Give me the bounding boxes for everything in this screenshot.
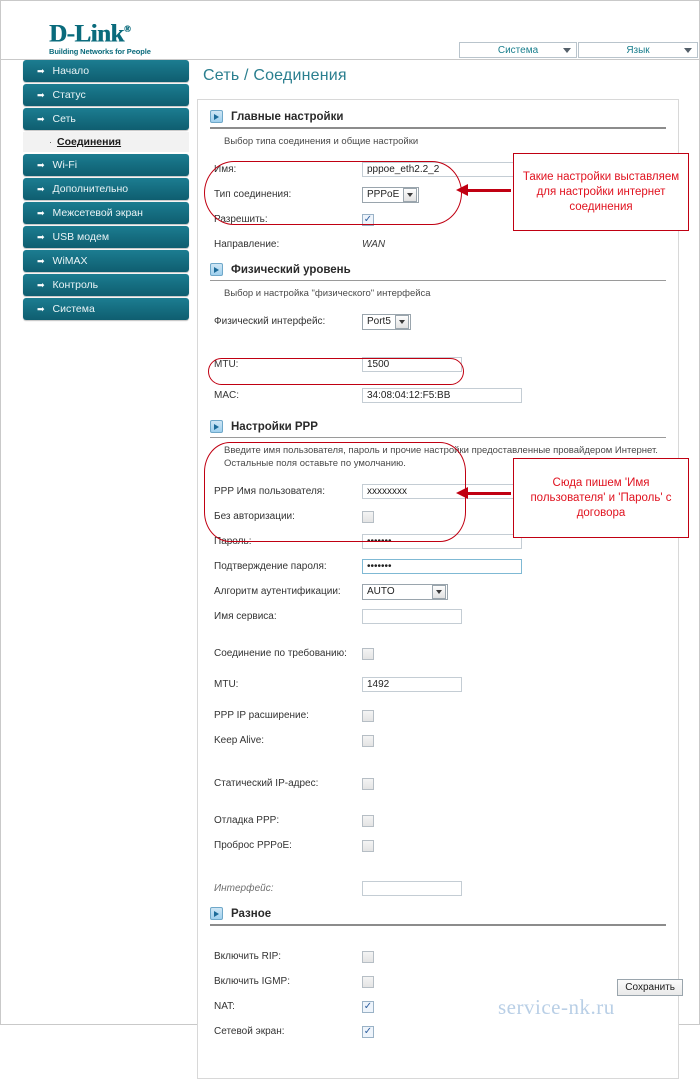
highlight-ring-credentials <box>204 442 466 542</box>
connection-settings-form <box>197 99 679 1079</box>
arrow-right-icon: ➡ <box>37 159 45 170</box>
section-title: Физический уровень <box>231 263 351 276</box>
annotation-note-credentials: Сюда пишем 'Имя пользователя' и 'Пароль' с договора <box>513 458 689 538</box>
sidebar-item-label: USB модем <box>52 231 110 243</box>
top-navigation <box>459 42 699 59</box>
sidebar-item-label: Статус <box>52 89 86 101</box>
annotation-arrow-credentials <box>467 492 511 495</box>
arrow-right-icon: ➡ <box>37 231 45 242</box>
field-row-interface <box>210 876 666 901</box>
sidebar-item-label: Межсетевой экран <box>52 207 143 219</box>
sidebar-item-label: Wi-Fi <box>52 159 78 171</box>
field-label: Имя: <box>214 164 237 175</box>
connection-type-value: PPPoE <box>367 189 400 200</box>
sidebar-item-wifi[interactable] <box>23 154 189 176</box>
sidebar-item-label: Дополнительно <box>52 183 129 195</box>
language-dropdown-label: Язык <box>626 44 650 56</box>
field-label: Интерфейс: <box>214 883 274 894</box>
field-label: Тип соединения: <box>214 189 292 200</box>
sidebar-nav <box>23 60 189 322</box>
arrow-right-icon: ➡ <box>37 207 45 218</box>
section-title: Главные настройки <box>231 110 344 123</box>
section-header-ppp-settings <box>210 420 666 436</box>
system-dropdown-label: Система <box>497 44 539 56</box>
arrow-right-icon: ➡ <box>37 303 45 314</box>
section-expand-icon <box>210 263 223 276</box>
field-label: Соединение по требованию: <box>214 648 347 659</box>
sidebar-item-advanced[interactable] <box>23 178 189 200</box>
sidebar-item-label: Контроль <box>52 279 99 291</box>
chevron-down-icon <box>563 48 571 53</box>
field-row-pppoe-relay <box>210 833 666 858</box>
field-row-ppp-mtu <box>210 672 666 697</box>
section-expand-icon <box>210 110 223 123</box>
field-row-keep-alive <box>210 728 666 753</box>
highlight-ring-main-settings <box>204 161 462 225</box>
sidebar-item-home[interactable] <box>23 60 189 82</box>
field-label: Включить IGMP: <box>214 976 290 987</box>
field-label: Отладка PPP: <box>214 815 280 826</box>
field-label: Включить RIP: <box>214 951 282 962</box>
dlink-logo <box>49 17 181 57</box>
ip-extension-checkbox[interactable] <box>362 710 374 722</box>
ppp-debug-checkbox[interactable] <box>362 815 374 827</box>
section-header-main-settings <box>210 110 666 126</box>
field-label: Проброс PPPoE: <box>214 840 292 851</box>
field-label: Направление: <box>214 239 280 250</box>
password-confirm-input[interactable] <box>362 559 522 574</box>
field-row-auth-algorithm <box>210 579 666 604</box>
section-description: Выбор типа соединения и общие настройки <box>224 136 419 147</box>
system-dropdown[interactable] <box>459 42 577 58</box>
auth-algorithm-value: AUTO <box>367 586 395 597</box>
sidebar-item-status[interactable] <box>23 84 189 106</box>
section-title: Настройки PPP <box>231 420 318 433</box>
firewall-checkbox[interactable] <box>362 1026 374 1038</box>
sidebar-item-label: Сеть <box>52 113 76 125</box>
sidebar-item-usb-modem[interactable] <box>23 226 189 248</box>
keep-alive-checkbox[interactable] <box>362 735 374 747</box>
arrow-right-icon: ➡ <box>37 255 45 266</box>
field-row-dial-on-demand <box>210 641 666 666</box>
interface-input[interactable] <box>362 881 462 896</box>
bullet-icon: · <box>49 137 52 147</box>
sidebar-item-connections[interactable] <box>23 132 189 152</box>
static-ip-checkbox[interactable] <box>362 778 374 790</box>
auth-algorithm-select[interactable] <box>362 584 448 600</box>
sidebar-item-control[interactable] <box>23 274 189 296</box>
section-divider <box>210 924 666 926</box>
section-title: Разное <box>231 907 272 920</box>
sidebar-item-label: Начало <box>52 65 90 77</box>
save-button[interactable]: Сохранить <box>617 979 683 996</box>
field-row-physical-interface <box>210 309 666 334</box>
arrow-right-icon: ➡ <box>37 183 45 194</box>
field-row-password-confirm <box>210 554 666 579</box>
nat-checkbox[interactable] <box>362 1001 374 1013</box>
field-label: Статический IP-адрес: <box>214 778 319 789</box>
dial-on-demand-checkbox[interactable] <box>362 648 374 660</box>
section-header-physical-level <box>210 263 666 279</box>
field-label: Пароль: <box>214 536 252 547</box>
service-name-input[interactable] <box>362 609 462 624</box>
annotation-note-main: Такие настройки выставляем для настройки интернет соединения <box>513 153 689 231</box>
chevron-down-icon <box>432 585 446 599</box>
pppoe-relay-checkbox[interactable] <box>362 840 374 852</box>
field-label: NAT: <box>214 1001 235 1012</box>
field-label: Разрешить: <box>214 214 268 225</box>
field-row-enable-rip <box>210 944 666 969</box>
registered-mark: ® <box>123 24 131 34</box>
field-row-service-name <box>210 604 666 629</box>
sidebar-item-label: WiMAX <box>52 255 88 267</box>
field-row-firewall <box>210 1019 666 1044</box>
page-title: Сеть / Соединения <box>203 67 347 84</box>
sidebar-item-wimax[interactable] <box>23 250 189 272</box>
sidebar-item-system[interactable] <box>23 298 189 320</box>
field-label: PPP IP расширение: <box>214 710 309 721</box>
ppp-desc-line1: Введите имя пользователя, пароль и прочие настройки предоставленные провайдером Интернет. <box>224 445 658 456</box>
annotation-arrow-main <box>467 189 511 192</box>
field-row-static-ip <box>210 771 666 796</box>
field-label: MAC: <box>214 390 239 401</box>
field-label: MTU: <box>214 359 239 370</box>
field-label: PPP Имя пользователя: <box>214 486 325 497</box>
ppp-mtu-input[interactable] <box>362 677 462 692</box>
physical-interface-select[interactable] <box>362 314 411 330</box>
highlight-ring-mac <box>208 358 464 385</box>
field-row-mac <box>210 383 666 408</box>
field-label: MTU: <box>214 679 239 690</box>
chevron-down-icon <box>684 48 692 53</box>
physical-interface-value: Port5 <box>367 316 391 327</box>
field-label: Имя сервиса: <box>214 611 277 622</box>
sidebar-item-network[interactable] <box>23 108 189 130</box>
field-row-direction <box>210 232 666 257</box>
section-expand-icon <box>210 907 223 920</box>
field-label: Keep Alive: <box>214 735 265 746</box>
logo-wordmark: D-Link® <box>49 20 131 48</box>
field-row-ip-extension <box>210 703 666 728</box>
section-divider <box>210 280 666 281</box>
arrow-right-icon: ➡ <box>37 279 45 290</box>
section-description: Выбор и настройка "физического" интерфейса <box>224 288 431 299</box>
section-divider <box>210 437 666 438</box>
field-label: Физический интерфейс: <box>214 316 326 327</box>
sidebar-item-label: Соединения <box>57 136 122 148</box>
sidebar-item-firewall[interactable] <box>23 202 189 224</box>
field-label: Без авторизации: <box>214 511 295 522</box>
enable-rip-checkbox[interactable] <box>362 951 374 963</box>
section-divider <box>210 127 666 129</box>
mac-address-input[interactable] <box>362 388 522 403</box>
direction-value: WAN <box>362 239 386 250</box>
section-expand-icon <box>210 420 223 433</box>
ppp-desc-line2: Остальные поля оставьте по умолчанию. <box>224 458 406 469</box>
chevron-down-icon <box>395 315 409 329</box>
logo-tagline: Building Networks for People <box>49 47 151 57</box>
arrow-right-icon: ➡ <box>37 89 45 100</box>
sidebar-item-label: Система <box>52 303 95 315</box>
section-header-misc <box>210 907 666 923</box>
field-label: Подтверждение пароля: <box>214 561 327 572</box>
form-actions <box>197 979 683 996</box>
arrow-right-icon: ➡ <box>37 113 45 124</box>
field-label: Алгоритм аутентификации: <box>214 586 341 597</box>
arrow-right-icon: ➡ <box>37 65 45 76</box>
field-label: Сетевой экран: <box>214 1026 285 1037</box>
field-row-ppp-debug <box>210 808 666 833</box>
language-dropdown[interactable] <box>578 42 698 58</box>
watermark: service-nk.ru <box>498 995 615 1019</box>
